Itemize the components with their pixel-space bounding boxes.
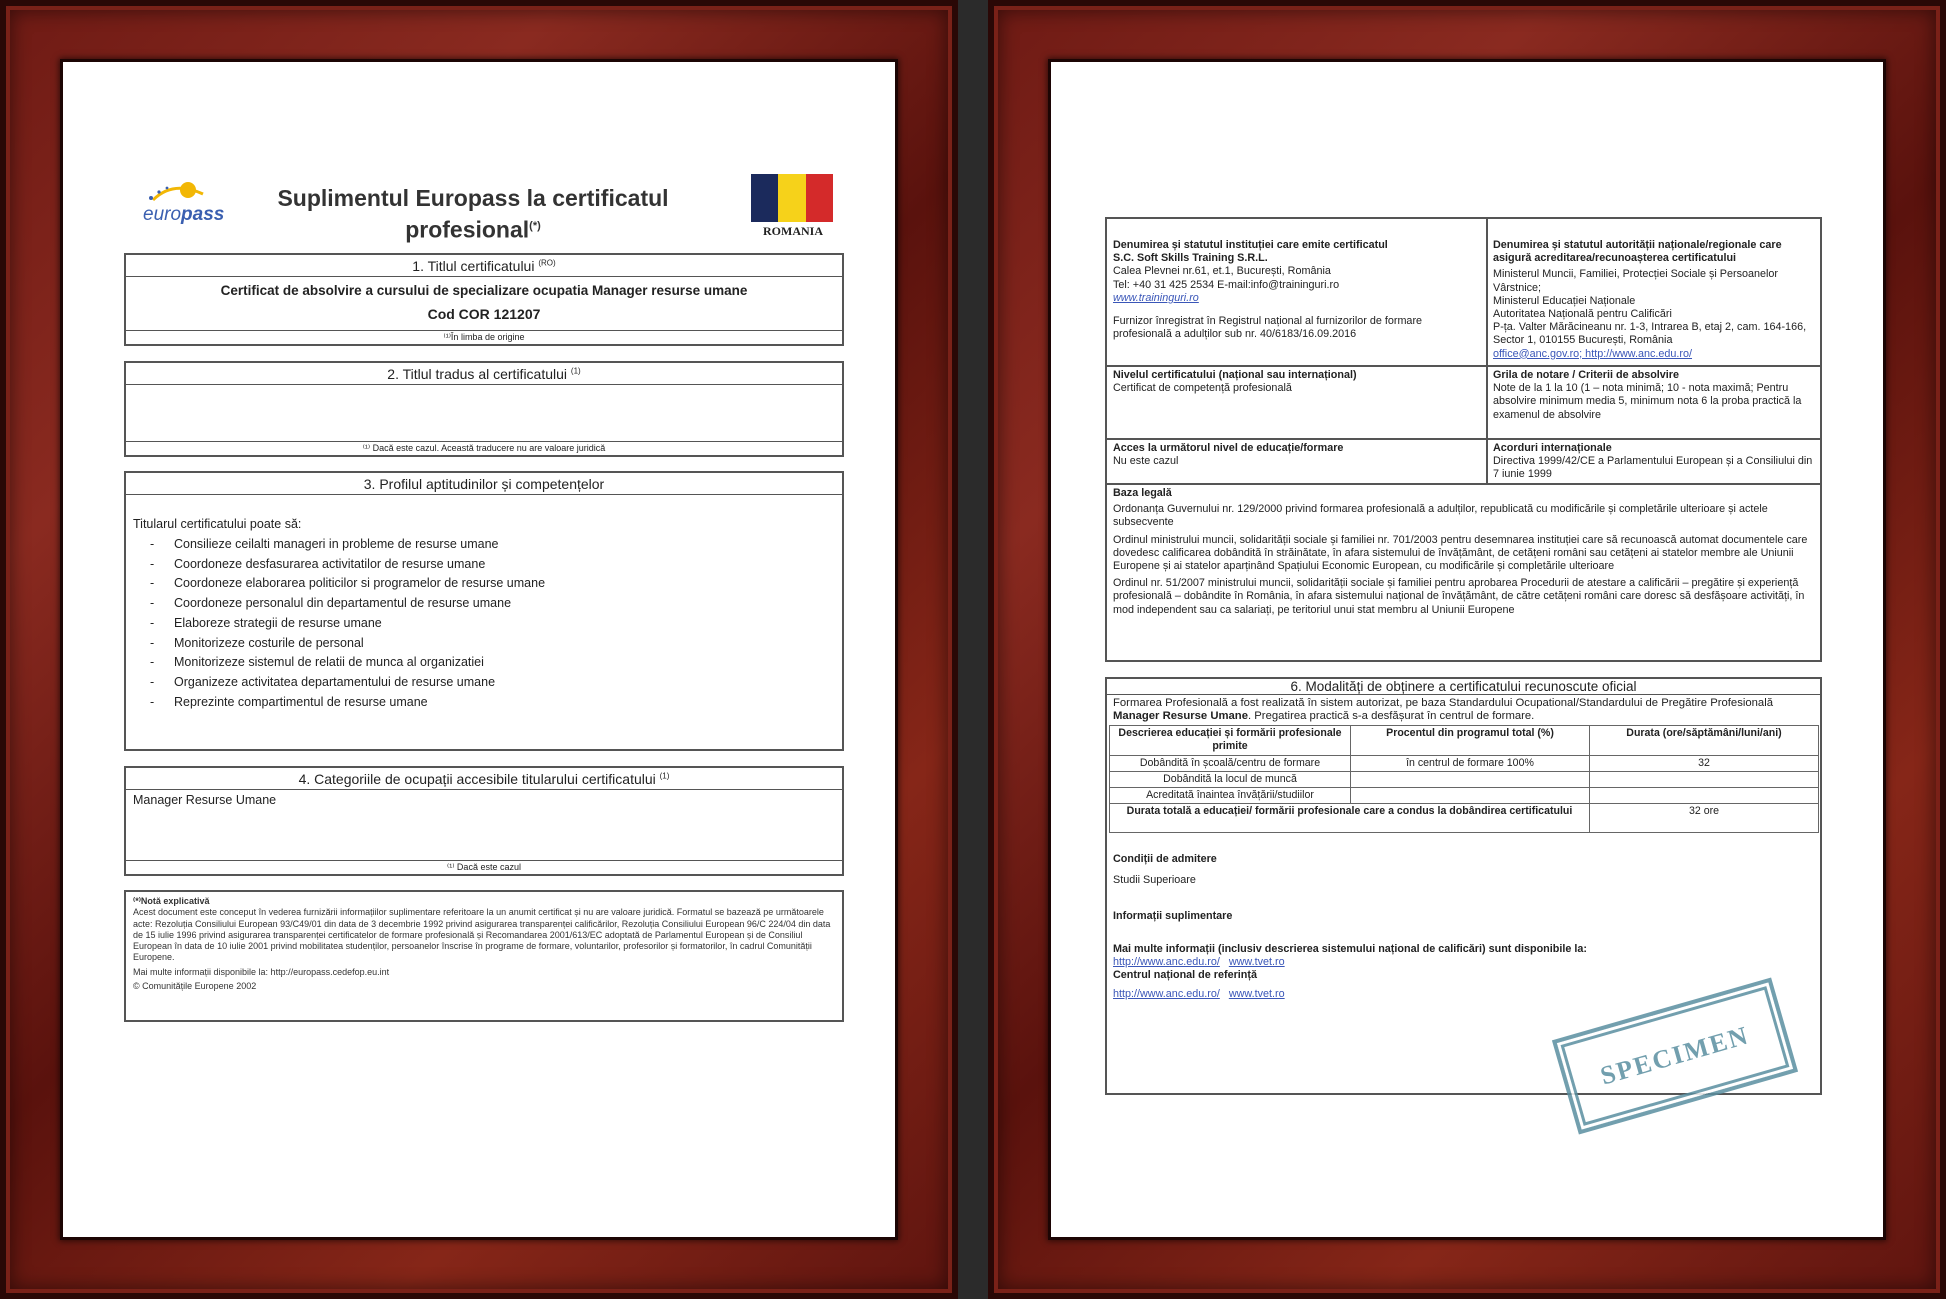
table-header-cell: Descrierea educației și formării profesionale primite: [1110, 726, 1351, 755]
legal-paragraph: Ordonanța Guvernului nr. 129/2000 privind formarea profesională a adulților, republicată cu modificările și completările ulterioare și actele subsecvente: [1113, 503, 1768, 529]
international-agreements: [1493, 442, 1818, 482]
section-2-heading: 2. Titlul tradus al certificatului: [387, 366, 568, 382]
tvet-link[interactable]: www.tvet.ro: [1228, 956, 1285, 969]
section-1-heading-sup: (RO): [538, 258, 556, 268]
table-row: [1110, 755, 1819, 771]
section-3-heading: 3. Profilul aptitudinilor și competențelor: [126, 473, 842, 495]
more-info: [1113, 943, 1814, 1002]
row-divider-2: [1107, 438, 1820, 440]
table-cell: [1351, 771, 1590, 787]
training-table: [1109, 725, 1819, 833]
table-cell: [1351, 788, 1590, 804]
flag-stripe-blue: [751, 174, 778, 222]
more-info-heading: Mai multe informații (inclusiv descrierea sistemului național de calificări) sunt disponibile la:: [1113, 942, 1587, 955]
level-heading: Nivelul certificatului (național sau internațional): [1113, 369, 1357, 381]
provider-registration: Furnizor înregistrat în Registrul național al furnizorilor de formare profesională a adulților sub nr. 40/6183/16.09.2016: [1113, 315, 1423, 341]
institution-heading: Denumirea și statutul instituției care emite certificatul: [1113, 239, 1388, 251]
section-2-note: ⁽¹⁾ Dacă este cazul. Această traducere nu are valoare juridică: [126, 441, 842, 455]
section-6-intro: [1113, 697, 1814, 723]
admission-conditions: [1113, 853, 1814, 887]
row-divider-3: [1107, 483, 1820, 485]
institution-address: Calea Plevnei nr.61, et.1, București, România: [1113, 265, 1331, 278]
legal-heading: Baza legală: [1113, 487, 1172, 499]
authority-heading: Denumirea și statutul autorității naționale/regionale care asigură acreditarea/recunoașterea certificatului: [1493, 239, 1782, 265]
list-item: - Coordoneze desfasurarea activitatilor de resurse umane: [126, 555, 842, 575]
list-item: - Monitorizeze costurile de personal: [126, 634, 842, 654]
intro-text-a: Formarea Profesională a fost realizată în sistem autorizat, pe baza Standardului Ocupational/Standardului de Pregătire Profesională: [1113, 697, 1773, 710]
column-divider: [1486, 219, 1488, 484]
authority-line: Ministerul Muncii, Familiei, Protecției Sociale și Persoanelor Vârstnice;: [1493, 268, 1779, 294]
section-3-skills-profile: [124, 471, 844, 751]
agreements-heading: Acorduri internaționale: [1493, 442, 1612, 454]
authority-line: Ministerul Educației Naționale: [1493, 294, 1636, 307]
table-cell: Acreditată înaintea învățării/studiilor: [1110, 788, 1351, 804]
specimen-stamp: SPECIMEN: [1552, 977, 1798, 1134]
flag-stripe-red: [806, 174, 833, 222]
section-4-heading-sup: (1): [659, 771, 670, 781]
right-document: [1051, 62, 1883, 1237]
total-label: Durata totală a educației/ formării profesionale care a condus la dobândirea certificatului: [1110, 804, 1590, 833]
title-superscript: (*): [529, 220, 541, 232]
issuing-institution: [1113, 239, 1481, 341]
legal-paragraph: Ordinul nr. 51/2007 ministrului muncii, solidarității sociale și familiei pentru aprobarea Procedurii de atestare a calificării – pregătire și experiență profesională – dobândite în România, în afara sistemului național de învățământ, de către cetățeni români care doresc să desfășoare activități, în mod independent sau ca salariați, pe teritoriul unui stat membru al Uniunii Europene: [1113, 577, 1805, 616]
reference-centre-heading: Centrul național de referință: [1113, 969, 1257, 982]
list-item: - Elaboreze strategii de resurse umane: [126, 614, 842, 634]
section-4-note: ⁽¹⁾ Dacă este cazul: [126, 860, 842, 874]
note-title: ⁽*⁾Notă explicativă: [133, 896, 210, 906]
grading-value: Note de la 1 la 10 (1 – nota minimă; 10 - nota maximă; Pentru absolvire minimum media 5, minimum nota 6 la proba practică la examenul de absolvire: [1493, 382, 1802, 421]
table-total-row: [1110, 804, 1819, 833]
section-2-translated-title: [124, 361, 844, 457]
row-divider-1: [1107, 365, 1820, 367]
flag-stripe-yellow: [778, 174, 805, 222]
romania-flag: [751, 174, 833, 222]
left-document: [63, 62, 895, 1237]
access-value: Nu este cazul: [1113, 455, 1179, 468]
table-row: [1110, 788, 1819, 804]
section-1-title: [124, 253, 844, 346]
institution-contact: Tel: +40 31 425 2534 E-mail:info@traininguri.ro: [1113, 278, 1340, 291]
list-item: - Reprezinte compartimentul de resurse umane: [126, 693, 842, 713]
accrediting-authority: [1493, 239, 1818, 361]
skills-list: [126, 535, 842, 712]
admission-heading: Condiții de admitere: [1113, 853, 1217, 866]
authority-links[interactable]: office@anc.gov.ro; http://www.anc.edu.ro/: [1493, 347, 1693, 360]
institution-name: S.C. Soft Skills Training S.R.L.: [1113, 252, 1268, 265]
authority-line: P-ța. Valter Mărăcineanu nr. 1-3, Intrarea B, etaj 2, cam. 164-166, Sector 1, 010155 București, România: [1493, 321, 1807, 347]
authority-line: Autoritatea Națională pentru Calificări: [1493, 308, 1672, 321]
document-title: [253, 184, 693, 244]
note-copyright: © Comunitățile Europene 2002: [133, 981, 257, 992]
anc-link[interactable]: http://www.anc.edu.ro/: [1113, 956, 1220, 969]
next-level-access: [1113, 442, 1481, 468]
list-item: - Coordoneze elaborarea politicilor si programelor de resurse umane: [126, 574, 842, 594]
certificate-level: [1113, 369, 1481, 395]
section-1-note: ⁽¹⁾În limba de origine: [126, 330, 842, 344]
legal-basis: [1113, 487, 1815, 617]
institution-website-link[interactable]: www.traininguri.ro: [1113, 291, 1199, 304]
total-value: 32 ore: [1590, 804, 1819, 833]
intro-text-c: . Pregatirea practică s-a desfășurat în centrul de formare.: [1248, 710, 1535, 723]
skills-intro: Titularul certificatului poate să:: [133, 517, 302, 531]
tvet-link[interactable]: www.tvet.ro: [1228, 988, 1285, 1001]
legal-paragraph: Ordinul ministrului muncii, solidarității sociale și familiei nr. 701/2003 pentru desemnarea instituției care să recunoască automat documentele care dovedesc calificarea dobândită în străinătate, în afara sistemului de învățământ, de cetățeni români sau cetățeni ai statelor membre ale Uniunii Europene și ai statelor aparținând Spațiului Economic European, cu modificările și completările ulterioare: [1113, 533, 1808, 573]
section-6-heading: 6. Modalități de obținere a certificatului recunoscute oficial: [1107, 679, 1820, 695]
table-cell: Dobândită în școală/centru de formare: [1110, 755, 1351, 771]
table-header-cell: Durata (ore/săptămâni/luni/ani): [1590, 726, 1819, 755]
list-item: - Coordoneze personalul din departamentul de resurse umane: [126, 594, 842, 614]
table-cell: Dobândită la locul de muncă: [1110, 771, 1351, 787]
occupation-value: Manager Resurse Umane: [133, 793, 277, 807]
table-header-cell: Procentul din programul total (%): [1351, 726, 1590, 755]
right-frame: [988, 0, 1946, 1299]
table-row: [1110, 771, 1819, 787]
agreements-value: Directiva 1999/42/CE a Parlamentului European și a Consiliului din 7 iunie 1999: [1493, 455, 1813, 481]
title-line-2: profesional: [405, 216, 530, 243]
section-4-heading: 4. Categoriile de ocupații accesibile titularului certificatului: [298, 771, 656, 787]
certificate-title: Certificat de absolvire a cursului de specializare ocupatia Manager resurse umane: [220, 283, 748, 298]
institution-info-box: [1105, 217, 1822, 662]
note-more-info: Mai multe informații disponibile la: http://europass.cedefop.eu.int: [133, 966, 390, 977]
access-heading: Acces la următorul nivel de educație/formare: [1113, 442, 1344, 454]
section-4-occupations: [124, 766, 844, 876]
table-cell: 32: [1590, 755, 1819, 771]
europass-logo: [133, 180, 228, 228]
table-cell: [1590, 788, 1819, 804]
intro-standard: Manager Resurse Umane: [1113, 710, 1248, 723]
grading-scale: [1493, 369, 1818, 422]
list-item: - Organizeze activitatea departamentului de resurse umane: [126, 673, 842, 693]
explanatory-note: [124, 890, 844, 1022]
cod-cor: Cod COR 121207: [427, 306, 541, 322]
additional-info: [1113, 910, 1814, 923]
section-1-heading: 1. Titlul certificatului: [412, 258, 535, 274]
table-cell: în centrul de formare 100%: [1351, 755, 1590, 771]
table-cell: [1590, 771, 1819, 787]
note-body: Acest document este conceput în vederea furnizării informațiilor suplimentare referitoare la un anumit certificat și nu are valoare juridică. Formatul se bazează pe următoarele acte: Rezoluția Consiliului European 93/C49/01 din data de 3 decembrie 1992 privind asigurarea transparenței calificărilor, Rezoluția Consiliului European 96/C 224/04 din data de 15 iulie 1996 privind asigurarea transparenței certificatelor de formare profesională și Recomandarea 2001/613/EC adoptată de Parlamentul European și de Consiliul European în data de 10 iulie 2001 privind mobilitatea studenților, persoanelor înscrise în programe de formare, voluntarilor, profesorilor și formatorilor, în cadrul Comunității Europene.: [133, 907, 831, 963]
additional-info-heading: Informații suplimentare: [1113, 909, 1233, 922]
title-line-1: Suplimentul Europass la certificatul: [277, 185, 669, 211]
section-2-heading-sup: (1): [570, 366, 581, 376]
table-header-row: [1110, 726, 1819, 755]
grading-heading: Grila de notare / Criterii de absolvire: [1493, 369, 1680, 381]
logo-pass: pass: [181, 204, 225, 225]
left-frame: [0, 0, 958, 1299]
logo-euro: euro: [143, 204, 182, 225]
level-value: Certificat de competență profesională: [1113, 382, 1292, 395]
anc-link[interactable]: http://www.anc.edu.ro/: [1113, 988, 1220, 1001]
list-item: - Consilieze ceilalti manageri in probleme de resurse umane: [126, 535, 842, 555]
country-label: ROMANIA: [763, 224, 823, 238]
list-item: - Monitorizeze sistemul de relatii de munca al organizatiei: [126, 653, 842, 673]
admission-value: Studii Superioare: [1113, 874, 1196, 887]
